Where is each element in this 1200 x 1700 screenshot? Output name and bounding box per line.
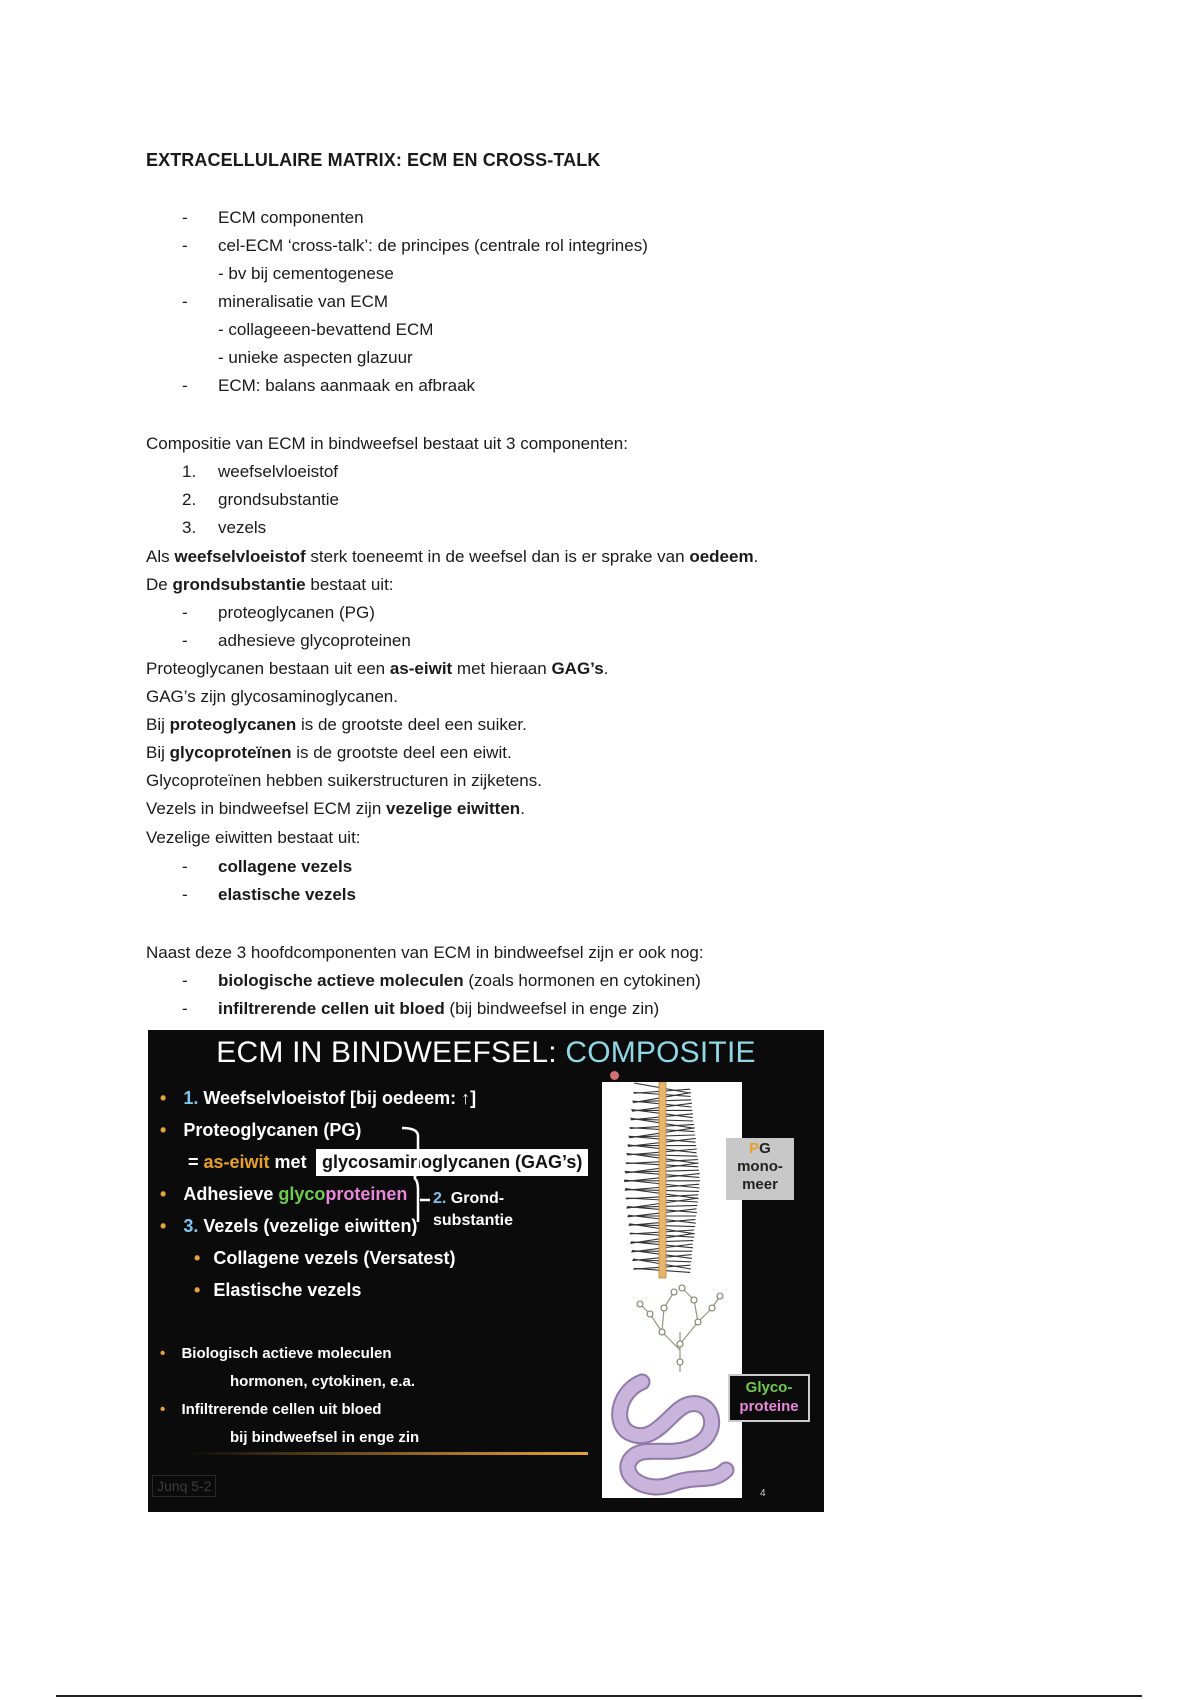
slide-bullet-adhesieve: [160, 1184, 407, 1205]
list-dash: -: [182, 292, 188, 311]
text-run: Als: [146, 547, 175, 566]
text-run: =: [188, 1152, 204, 1172]
paragraph-vezels: [146, 799, 525, 819]
text-run: glyco: [278, 1184, 326, 1204]
slide-bullet-infiltrerende: [160, 1401, 381, 1418]
list-number: 2.: [182, 490, 197, 509]
text-run: G: [759, 1140, 771, 1157]
paragraph-grondsubstantie: [146, 575, 394, 595]
list-dash: -: [182, 376, 188, 395]
text-run: Grond-: [450, 1190, 505, 1207]
slide-bullet-weefselvloeistof: [160, 1088, 476, 1109]
glow-divider: [188, 1452, 588, 1455]
slide-subbullet-elastische: [194, 1280, 361, 1301]
text-run: P: [749, 1140, 760, 1157]
text-run: Bij: [146, 743, 170, 762]
bullet-icon: •: [160, 1345, 166, 1362]
page-heading: EXTRACELLULAIRE MATRIX: ECM EN CROSS-TALK: [146, 150, 601, 170]
list-dash: -: [182, 857, 188, 876]
bold-term: vezelige eiwitten: [386, 799, 521, 818]
text-run: mono-: [737, 1158, 783, 1175]
slide-title: [148, 1036, 824, 1070]
text-run: .: [603, 659, 609, 678]
bold-term: proteoglycanen: [169, 715, 297, 734]
slide-page-number: 4: [760, 1488, 766, 1499]
extra-item: [218, 999, 659, 1019]
list-number: 1.: [182, 462, 197, 481]
bullet-icon: •: [160, 1401, 166, 1418]
text-run: Bij: [146, 715, 170, 734]
grond-label-line2: substantie: [433, 1212, 514, 1229]
list-dash: -: [182, 971, 188, 990]
bold-term: biologische actieve moleculen: [218, 971, 464, 990]
text-run: Biologisch actieve moleculen: [181, 1345, 392, 1362]
text-run: Vezels in bindweefsel ECM zijn: [146, 799, 387, 818]
text-run: bestaat uit:: [305, 575, 394, 594]
outline-subitem: - unieke aspecten glazuur: [218, 348, 413, 367]
proteoglycan-illustration: [602, 1082, 742, 1498]
bold-term: GAG’s: [551, 659, 604, 678]
text-run: 1.: [183, 1088, 199, 1108]
text-run: is de grootste deel een suiker.: [296, 715, 527, 734]
paragraph-gp-eiwit: [146, 743, 512, 763]
bullet-icon: •: [194, 1280, 201, 1300]
list-dash: -: [182, 999, 188, 1018]
slide-subbullet-collagene: [194, 1248, 455, 1269]
illustration-panel: [602, 1082, 742, 1498]
list-dash: -: [182, 885, 188, 904]
text-run: .: [520, 799, 525, 818]
text-run: Glyco-: [745, 1379, 793, 1396]
bold-term: grondsubstantie: [172, 575, 306, 594]
text-run: met hieraan: [452, 659, 552, 678]
text-run: Proteoglycanen bestaan uit een: [146, 659, 390, 678]
text-run: (bij bindweefsel in enge zin): [444, 999, 660, 1018]
paragraph-gags: GAG’s zijn glycosaminoglycanen.: [146, 687, 398, 706]
paragraph-pg-suiker: [146, 715, 527, 735]
ground-item: proteoglycanen (PG): [218, 603, 375, 622]
pointer-dot: [610, 1071, 619, 1080]
slide-bullet-biologisch: [160, 1345, 392, 1362]
text-run: Elastische vezels: [213, 1280, 362, 1300]
text-run: (zoals hormonen en cytokinen): [463, 971, 701, 990]
slide-sub-bindweefsel: bij bindweefsel in enge zin: [230, 1429, 420, 1446]
outline-item: ECM: balans aanmaak en afbraak: [218, 376, 476, 395]
bullet-icon: •: [160, 1120, 167, 1140]
list-dash: -: [182, 631, 188, 650]
text-run: 2.: [433, 1190, 447, 1207]
text-run: as-eiwit: [203, 1152, 270, 1172]
ground-item: adhesieve glycoproteinen: [218, 631, 411, 650]
slide-title-main: ECM IN BINDWEEFSEL:: [216, 1036, 566, 1069]
text-run: Collagene vezels (Versatest): [213, 1248, 456, 1268]
slide-title-accent: COMPOSITIE: [565, 1036, 756, 1069]
pg-monomer-label: [726, 1138, 794, 1200]
glycoproteine-label: [728, 1374, 810, 1422]
text-run: Infiltrerende cellen uit bloed: [181, 1401, 382, 1418]
text-run: Weefselvloeistof [bij oedeem:: [198, 1088, 462, 1108]
component-item: weefselvloeistof: [218, 462, 339, 481]
slide-line-as-eiwit: [188, 1152, 307, 1173]
bullet-icon: •: [160, 1088, 167, 1108]
slide-bullet-vezels: [160, 1216, 417, 1237]
arrow-up-icon: ↑: [461, 1088, 471, 1108]
outline-subitem: - bv bij cementogenese: [218, 264, 394, 283]
list-dash: -: [182, 208, 188, 227]
composition-intro: Compositie van ECM in bindweefsel bestaat uit 3 componenten:: [146, 434, 628, 453]
outline-subitem: - collageeen-bevattend ECM: [218, 320, 434, 339]
paragraph-vezelige-eiwitten: Vezelige eiwitten bestaat uit:: [146, 828, 361, 847]
list-dash: -: [182, 603, 188, 622]
text-run: Vezels (vezelige eiwitten): [198, 1216, 418, 1236]
list-number: 3.: [182, 518, 197, 537]
component-item: grondsubstantie: [218, 490, 339, 509]
text-run: proteine: [739, 1398, 799, 1415]
text-run: 3.: [183, 1216, 199, 1236]
component-item: vezels: [218, 518, 267, 537]
gag-box: glycosaminoglycanen (GAG’s): [316, 1149, 588, 1176]
bullet-icon: •: [160, 1184, 167, 1204]
outline-item: ECM componenten: [218, 208, 364, 227]
bullet-icon: •: [194, 1248, 201, 1268]
text-run: De: [146, 575, 173, 594]
text-run: sterk toeneemt in de weefsel dan is er sprake van: [305, 547, 690, 566]
text-run: is de grootste deel een eiwit.: [291, 743, 512, 762]
paragraph-naast: Naast deze 3 hoofdcomponenten van ECM in bindweefsel zijn er ook nog:: [146, 943, 704, 962]
slide-bullet-proteoglycanen: [160, 1120, 361, 1141]
outline-item: cel-ECM ‘cross-talk’: de principes (centrale rol integrines): [218, 236, 648, 255]
text-run: ]: [470, 1088, 477, 1108]
slide-sub-hormonen: hormonen, cytokinen, e.a.: [230, 1373, 416, 1390]
list-dash: -: [182, 236, 188, 255]
bold-term: oedeem: [689, 547, 754, 566]
text-run: .: [753, 547, 759, 566]
fiber-item: collagene vezels: [218, 857, 353, 876]
grond-label-line1: [433, 1190, 504, 1208]
fiber-item: elastische vezels: [218, 885, 356, 904]
outline-item: mineralisatie van ECM: [218, 292, 389, 311]
extra-item: [218, 971, 701, 991]
bullet-icon: •: [160, 1216, 167, 1236]
text-run: met: [269, 1152, 307, 1172]
bold-term: glycoproteïnen: [169, 743, 292, 762]
bold-term: as-eiwit: [389, 659, 453, 678]
bold-term: infiltrerende cellen uit bloed: [218, 999, 445, 1018]
text-run: Adhesieve: [183, 1184, 279, 1204]
embedded-slide: [148, 1030, 824, 1512]
text-run: proteinen: [325, 1184, 408, 1204]
footer-rule: [56, 1695, 1142, 1697]
slide-footnote: Junq 5-2: [152, 1475, 216, 1497]
paragraph-zijketens: Glycoproteïnen hebben suikerstructuren in zijketens.: [146, 771, 542, 790]
bold-term: weefselvloeistof: [174, 547, 306, 566]
text-run: Proteoglycanen (PG): [183, 1120, 362, 1140]
paragraph-proteoglycanen: [146, 659, 608, 679]
paragraph-oedeem: [146, 547, 758, 567]
text-run: meer: [742, 1176, 778, 1193]
